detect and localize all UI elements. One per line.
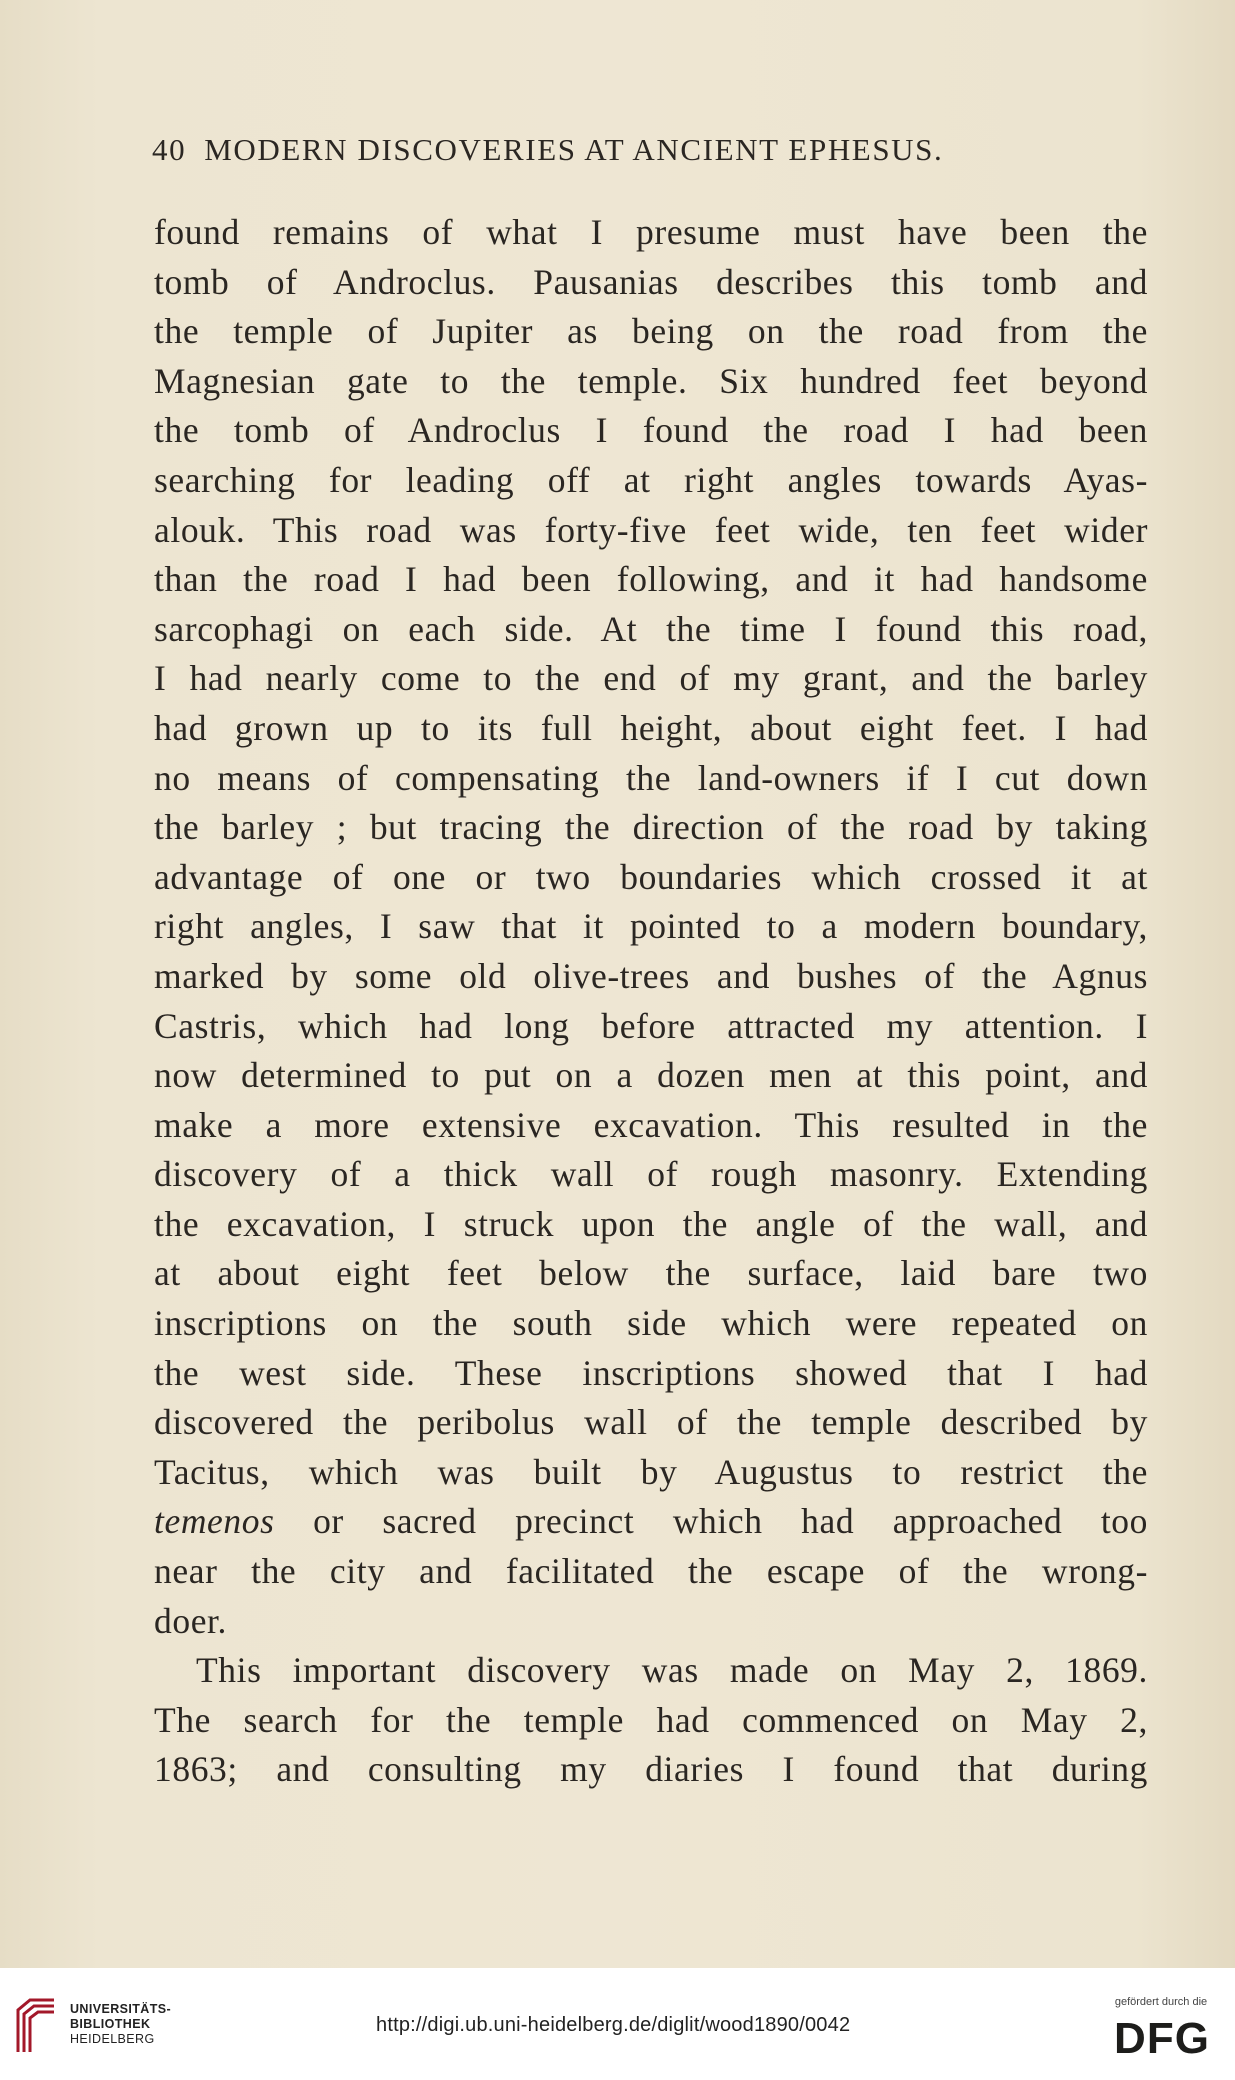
body-text bbox=[154, 208, 1148, 1795]
text-line: sarcophagi on each side. At the time I found this road, bbox=[154, 608, 1148, 649]
text-line: right angles, I saw that it pointed to a modern boundary, bbox=[154, 906, 1148, 947]
library-line-3: HEIDELBERG bbox=[70, 2032, 155, 2046]
text-line: found remains of what I presume must have been the bbox=[154, 212, 1148, 252]
source-url[interactable]: http://digi.ub.uni-heidelberg.de/diglit/wood1890/0042 bbox=[376, 2014, 851, 2036]
library-line-2: BIBLIOTHEK bbox=[70, 2017, 151, 2031]
library-logo-icon bbox=[14, 1996, 58, 2056]
running-head bbox=[152, 132, 1112, 168]
text-line: make a more extensive excavation. This resulted in the bbox=[154, 1104, 1148, 1145]
text-line: than the road I had been following, and it had handsome bbox=[154, 559, 1148, 600]
text-line: discovery of a thick wall of rough masonry. Extending bbox=[154, 1154, 1148, 1195]
dfg-logo-icon: DFG bbox=[1114, 2014, 1210, 2063]
page-number: 40 bbox=[152, 132, 187, 167]
running-title: MODERN DISCOVERIES AT ANCIENT EPHESUS. bbox=[204, 132, 944, 167]
library-line-1: UNIVERSITÄTS- bbox=[70, 2002, 172, 2016]
text-line: Castris, which had long before attracted my attention. I bbox=[154, 1005, 1148, 1046]
text-line: the temple of Jupiter as being on the road from the bbox=[154, 311, 1148, 352]
text-line: the west side. These inscriptions showed that I had bbox=[154, 1352, 1148, 1393]
text-line: the tomb of Androclus I found the road I had been bbox=[154, 410, 1148, 451]
text-line: now determined to put on a dozen men at this point, and bbox=[154, 1055, 1148, 1096]
funded-by-caption: gefördert durch die bbox=[1114, 1996, 1208, 2008]
text-line: 1863; and consulting my diaries I found that during bbox=[154, 1749, 1148, 1790]
text-line: the excavation, I struck upon the angle of the wall, and bbox=[154, 1203, 1148, 1244]
text-line: alouk. This road was forty-five feet wide, ten feet wider bbox=[154, 509, 1148, 550]
text-line-rest: or sacred precinct which had approached too bbox=[313, 1501, 1148, 1542]
footer-bar bbox=[0, 1968, 1235, 2080]
text-line: inscriptions on the south side which were repeated on bbox=[154, 1303, 1148, 1344]
library-name bbox=[70, 2002, 171, 2047]
text-line: the barley ; but tracing the direction of the road by taking bbox=[154, 807, 1148, 848]
text-line: advantage of one or two boundaries which crossed it at bbox=[154, 856, 1148, 897]
text-line: I had nearly come to the end of my grant, and the barley bbox=[154, 658, 1148, 699]
text-line: no means of compensating the land-owners if I cut down bbox=[154, 757, 1148, 798]
text-line: This important discovery was made on May 2, 1869. bbox=[196, 1650, 1148, 1691]
text-line: Magnesian gate to the temple. Six hundred feet beyond bbox=[154, 360, 1148, 401]
italic-term: temenos bbox=[154, 1501, 275, 1542]
text-line: near the city and facilitated the escape of the wrong- bbox=[154, 1551, 1148, 1592]
text-line: marked by some old olive-trees and bushes of the Agnus bbox=[154, 955, 1148, 996]
text-line: doer. bbox=[154, 1600, 227, 1641]
text-line: The search for the temple had commenced on May 2, bbox=[154, 1699, 1148, 1740]
text-line-italic bbox=[154, 1497, 1148, 1547]
text-line: searching for leading off at right angles towards Ayas- bbox=[154, 459, 1148, 500]
text-line: Tacitus, which was built by Augustus to restrict the bbox=[154, 1451, 1148, 1492]
text-line: tomb of Androclus. Pausanias describes this tomb and bbox=[154, 261, 1148, 302]
text-line: discovered the peribolus wall of the temple described by bbox=[154, 1402, 1148, 1443]
text-line: had grown up to its full height, about eight feet. I had bbox=[154, 707, 1148, 748]
text-line: at about eight feet below the surface, laid bare two bbox=[154, 1253, 1148, 1294]
